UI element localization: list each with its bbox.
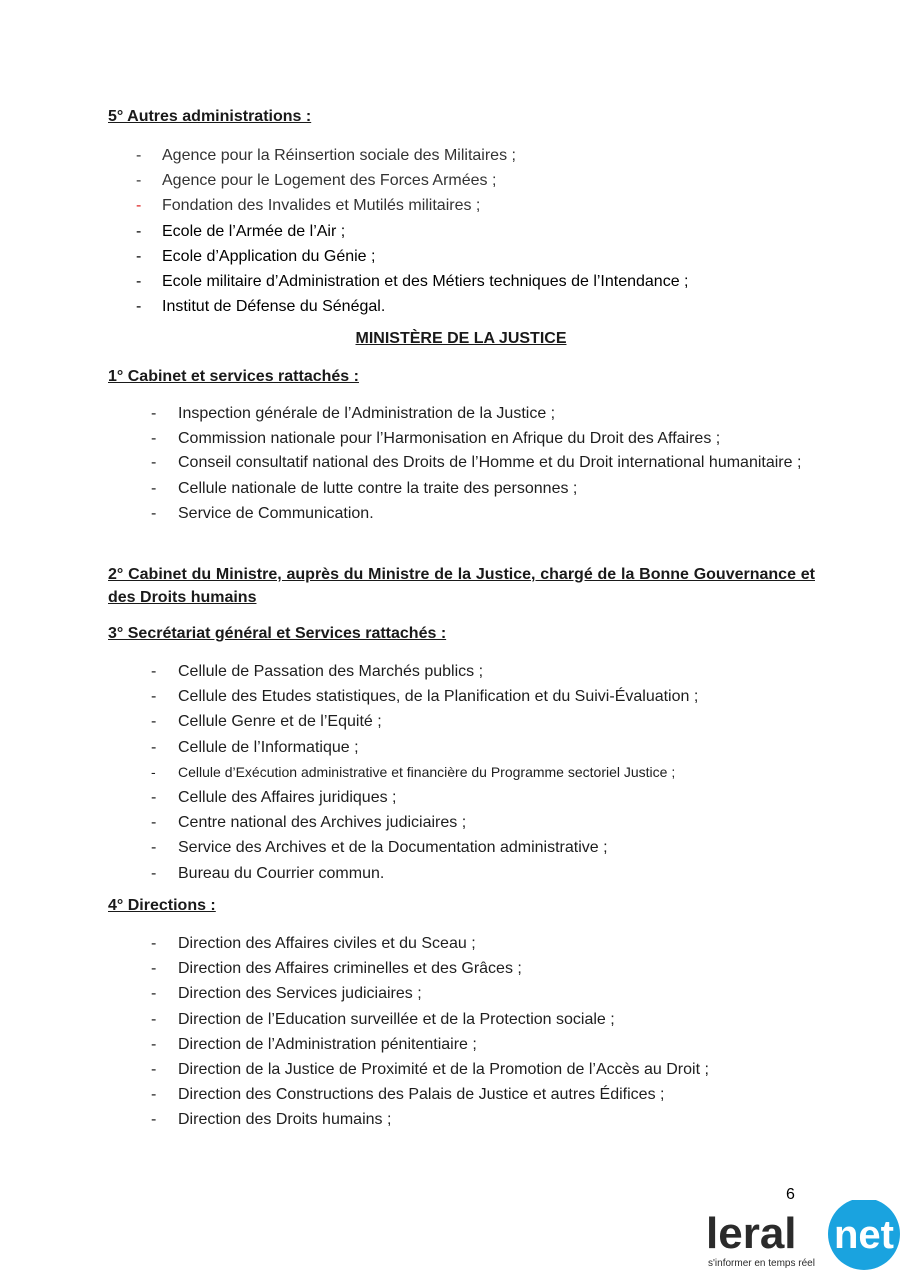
bullet-dash: - [136, 298, 142, 316]
list-item: - Service des Archives et de la Documentation administrative ; [178, 835, 698, 860]
section-3-list [151, 659, 699, 886]
section-3-heading: 3° Secrétariat général et Services rattachés : [108, 625, 447, 642]
bullet-dash: - [151, 814, 157, 832]
section-1-list [151, 401, 815, 526]
list-item: - Bureau du Courrier commun. [178, 861, 698, 886]
list-item: - Inspection générale de l’Administration de la Justice ; [178, 401, 815, 426]
list-item: - Conseil consultatif national des Droits de l’Homme et du Droit international humanitaire ; [178, 451, 815, 476]
list-item: - Institut de Défense du Sénégal. [162, 294, 689, 319]
section-4-list [151, 931, 709, 1133]
section-2-heading: 2° Cabinet du Ministre, auprès du Ministre de la Justice, chargé de la Bonne Gouvernance et des Droits humains [108, 566, 815, 606]
bullet-dash: - [151, 839, 157, 857]
list-item: - Ecole militaire d’Administration et des Métiers techniques de l’Intendance ; [162, 269, 689, 294]
logo-text-left: leral [706, 1209, 797, 1258]
bullet-dash: - [151, 738, 157, 756]
list-item: - Fondation des Invalides et Mutilés militaires ; [162, 193, 689, 218]
leral-net-logo [706, 1200, 902, 1272]
list-item: - Direction des Constructions des Palais de Justice et autres Édifices ; [178, 1082, 709, 1107]
bullet-dash: - [151, 1086, 157, 1104]
list-item: - Direction des Affaires civiles et du Sceau ; [178, 931, 709, 956]
list-item: - Cellule de l’Informatique ; [178, 735, 698, 760]
bullet-dash: - [151, 688, 157, 706]
bullet-dash: - [151, 789, 157, 807]
bullet-dash: - [151, 663, 157, 680]
bullet-dash: - [136, 172, 142, 190]
bullet-dash: - [151, 935, 157, 952]
bullet-dash: - [151, 985, 157, 1003]
list-item: - Cellule nationale de lutte contre la traite des personnes ; [178, 476, 815, 501]
list-item: - Agence pour la Réinsertion sociale des Militaires ; [162, 143, 689, 168]
section-5-list [136, 143, 689, 319]
bullet-dash: - [151, 479, 157, 497]
list-item: - Direction des Services judiciaires ; [178, 981, 709, 1006]
bullet-dash: - [151, 713, 157, 731]
logo-text-right: net [834, 1213, 894, 1257]
list-item: - Agence pour le Logement des Forces Armées ; [162, 168, 689, 193]
bullet-dash: - [151, 505, 157, 523]
bullet-dash: - [151, 864, 157, 882]
list-item: - Direction des Affaires criminelles et des Grâces ; [178, 956, 709, 981]
list-item: - Commission nationale pour l’Harmonisation en Afrique du Droit des Affaires ; [178, 426, 815, 451]
bullet-dash: - [151, 405, 157, 422]
bullet-dash: - [136, 222, 142, 240]
bullet-dash: - [151, 430, 157, 448]
bullet-dash: - [136, 147, 142, 164]
bullet-dash: - [136, 273, 142, 291]
bullet-dash: - [151, 1010, 157, 1028]
list-item: - Service de Communication. [178, 501, 815, 526]
bullet-dash: - [151, 1111, 157, 1129]
list-item: - Ecole de l’Armée de l’Air ; [162, 219, 689, 244]
list-item: - Cellule d’Exécution administrative et financière du Programme sectoriel Justice ; [178, 760, 698, 785]
list-item: - Centre national des Archives judiciaires ; [178, 810, 698, 835]
bullet-dash: - [151, 1061, 157, 1079]
list-item: - Ecole d’Application du Génie ; [162, 244, 689, 269]
bullet-dash: - [151, 763, 156, 780]
page-number: 6 [786, 1186, 795, 1203]
bullet-dash: - [151, 1035, 157, 1053]
logo-tagline: s'informer en temps réel [708, 1258, 815, 1269]
section-5-heading: 5° Autres administrations : [108, 108, 312, 125]
bullet-dash: - [136, 197, 142, 215]
list-item: - Cellule des Etudes statistiques, de la Planification et du Suivi-Évaluation ; [178, 684, 698, 709]
list-item: - Cellule de Passation des Marchés publics ; [178, 659, 698, 684]
list-item: - Direction de l’Education surveillée et de la Protection sociale ; [178, 1007, 709, 1032]
section-1-heading: 1° Cabinet et services rattachés : [108, 368, 359, 385]
list-item: - Direction des Droits humains ; [178, 1107, 709, 1132]
list-item: - Direction de l’Administration pénitentiaire ; [178, 1032, 709, 1057]
list-item: - Direction de la Justice de Proximité et de la Promotion de l’Accès au Droit ; [178, 1057, 709, 1082]
bullet-dash: - [151, 960, 157, 978]
list-item: - Cellule Genre et de l’Equité ; [178, 709, 698, 734]
bullet-dash: - [151, 454, 157, 472]
section-4-heading: 4° Directions : [108, 897, 216, 914]
ministry-title: MINISTÈRE DE LA JUSTICE [355, 330, 567, 347]
list-item: - Cellule des Affaires juridiques ; [178, 785, 698, 810]
bullet-dash: - [136, 247, 142, 265]
